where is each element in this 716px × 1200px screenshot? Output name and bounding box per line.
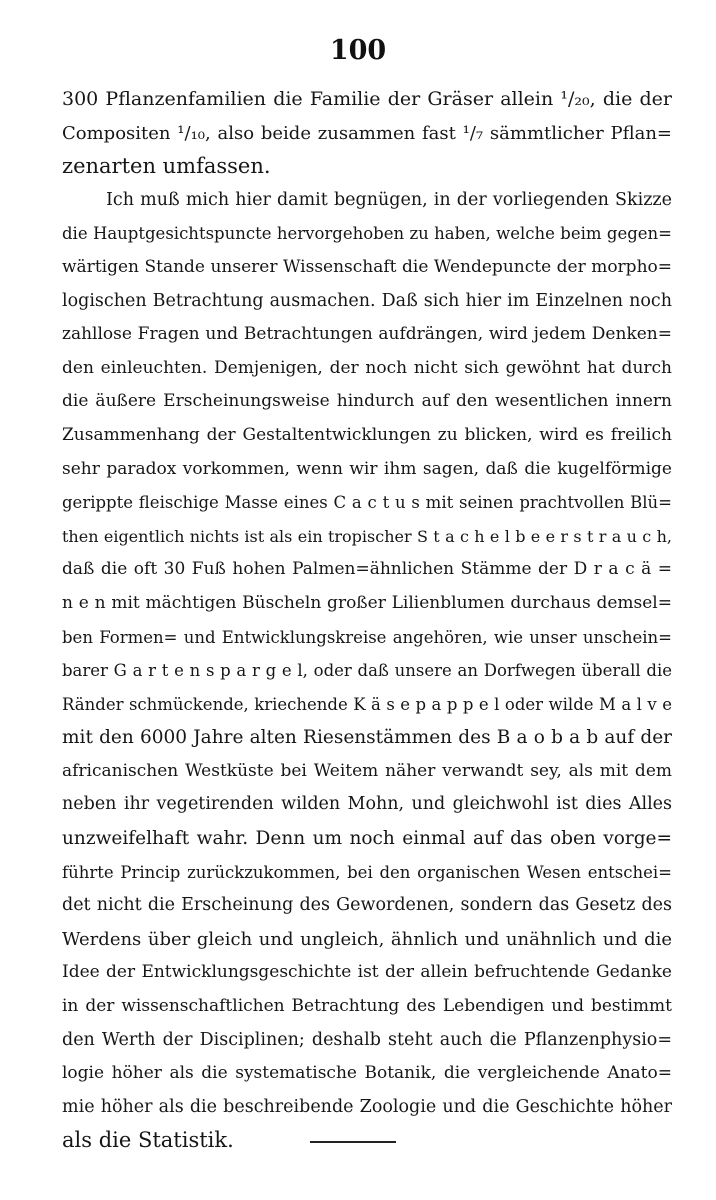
text-line: Zusammenhang der Gestaltentwicklungen zu blicken, wird es freilich (62, 424, 672, 445)
text-line: den Werth der Disciplinen; deshalb steht auch die Pflanzenphysio= (62, 1029, 672, 1050)
text-line: Ich muß mich hier damit begnügen, in der vorliegenden Skizze (106, 189, 672, 210)
text-line: logischen Betrachtung ausmachen. Daß sich hier im Einzelnen noch (62, 290, 672, 311)
text-line: mit den 6000 Jahre alten Riesenstämmen des B a o b a b auf der (62, 727, 672, 749)
text-line: det nicht die Erscheinung des Gewordenen, sondern das Gesetz des (62, 895, 672, 916)
text-line: mie höher als die beschreibende Zoologie und die Geschichte höher (62, 1096, 672, 1117)
text-line: n e n mit mächtigen Büscheln großer Lilienblumen durchaus demsel= (62, 592, 672, 613)
text-line: Compositen ¹/₁₀, also beide zusammen fast ¹/₇ sämmtlicher Pflan= (62, 122, 672, 144)
text-line: führte Princip zurückzukommen, bei den organischen Wesen entschei= (62, 862, 672, 882)
text-line: ben Formen= und Entwicklungskreise angehören, wie unser unschein= (62, 627, 672, 647)
text-line: 300 Pflanzenfamilien die Familie der Gräser allein ¹/₂₀, die der (62, 88, 672, 110)
text-line: barer G a r t e n s p a r g e l, oder daß unsere an Dorfwegen überall die (62, 661, 672, 681)
text-line: gerippte fleischige Masse eines C a c t u s mit seinen prachtvollen Blü= (62, 493, 672, 513)
text-line: then eigentlich nichts ist als ein tropischer S t a c h e l b e e r s t r a u c h, (62, 526, 672, 546)
text-line: in der wissenschaftlichen Betrachtung des Lebendigen und bestimmt (62, 996, 672, 1017)
text-line: sehr paradox vorkommen, wenn wir ihm sagen, daß die kugelförmige (62, 458, 672, 479)
text-line: unzweifelhaft wahr. Denn um noch einmal auf das oben vorge= (62, 828, 672, 850)
text-line: Idee der Entwicklungsgeschichte ist der allein befruchtende Gedanke (62, 962, 672, 983)
text-line: Werdens über gleich und ungleich, ähnlich und unähnlich und die (62, 928, 672, 950)
text-line: logie höher als die systematische Botanik, die vergleichende Anato= (62, 1063, 672, 1084)
text-line: die Hauptgesichtspuncte hervorgehoben zu haben, welche beim gegen= (62, 224, 672, 244)
text-line: zahllose Fragen und Betrachtungen aufdrängen, wird jedem Denken= (62, 324, 672, 345)
text-line: wärtigen Stande unserer Wissenschaft die Wendepuncte der morpho= (62, 256, 672, 277)
text-line: die äußere Erscheinungsweise hindurch auf den wesentlichen innern (62, 391, 672, 412)
text-line: africanischen Westküste bei Weitem näher verwandt sey, als mit dem (62, 760, 672, 781)
text-line: neben ihr vegetirenden wilden Mohn, und gleichwohl ist dies Alles (62, 794, 672, 815)
text-line: Ränder schmückende, kriechende K ä s e p a p p e l oder wilde M a l v e (62, 694, 672, 714)
page-number: 100 (329, 35, 387, 66)
text-line: zenarten umfassen. (62, 154, 271, 179)
body-text (62, 83, 672, 1158)
footer-divider (310, 1141, 396, 1143)
text-line: daß die oft 30 Fuß hohen Palmen=ähnlichen Stämme der D r a c ä = (62, 559, 672, 580)
text-line: als die Statistik. (62, 1128, 234, 1153)
text-line: den einleuchten. Demjenigen, der noch nicht sich gewöhnt hat durch (62, 357, 672, 378)
